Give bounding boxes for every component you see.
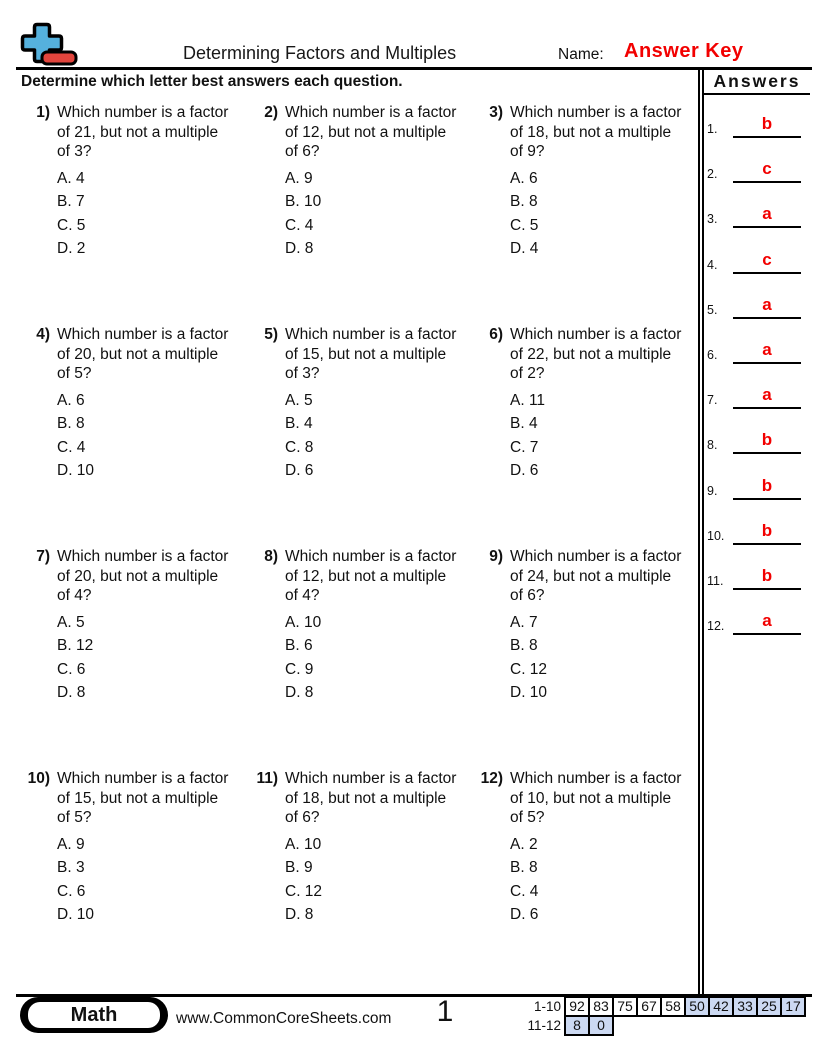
question-number: 12) [480,770,503,787]
answer-number: 2. [707,167,718,181]
choice: C. 4 [510,882,539,900]
question-number: 11) [256,770,278,787]
choice: C. 12 [510,660,548,678]
answer-letter: c [733,248,801,274]
question-item [473,769,698,991]
answer-slot [707,112,807,138]
question-item [20,103,248,325]
choice: A. 6 [510,169,538,187]
plus-minus-logo-icon [20,22,80,68]
choice: C. 6 [57,882,86,900]
question-text: Which number is a factor of 10, but not a multiple of 5? [510,770,682,826]
choice: D. 6 [510,462,539,480]
answer-number: 5. [707,303,718,317]
answer-slot [707,428,807,454]
choice: C. 7 [510,438,539,456]
choice: B. 6 [285,637,313,655]
answer-number: 11. [707,574,724,588]
score-cell: 0 [588,1015,614,1036]
question-text: Which number is a factor of 22, but not a multiple of 2? [510,326,682,382]
answers-divider [698,67,704,994]
question-text: Which number is a factor of 24, but not a multiple of 6? [510,548,682,604]
answer-slot [707,383,807,409]
choice-list [510,167,686,261]
question-item [473,325,698,547]
answer-letter: b [733,564,801,590]
question-text: Which number is a factor of 12, but not a multiple of 6? [285,104,457,160]
answer-number: 9. [707,484,718,498]
score-cell: 42 [708,996,734,1017]
question-number: 4) [36,326,50,343]
choice: D. 10 [57,906,95,924]
score-cell: 25 [756,996,782,1017]
question-text: Which number is a factor of 15, but not a multiple of 5? [57,770,229,826]
answer-slot [707,564,807,590]
choice: D. 4 [510,240,539,258]
choice-list [57,611,233,705]
choice: D. 8 [285,684,314,702]
question-text: Which number is a factor of 12, but not a multiple of 4? [285,548,457,604]
score-cell: 33 [732,996,758,1017]
answer-number: 7. [707,393,718,407]
choice: B. 4 [510,415,538,433]
choice: C. 5 [57,216,86,234]
choice: A. 4 [57,169,85,187]
choice: A. 9 [285,169,313,187]
choice: B. 12 [57,637,94,655]
question-text: Which number is a factor of 20, but not a multiple of 5? [57,326,229,382]
answer-letter: a [733,202,801,228]
choice: A. 10 [285,613,322,631]
question-number: 1) [36,104,50,121]
choice: D. 2 [57,240,86,258]
answer-letter: a [733,338,801,364]
answer-number: 1. [707,122,718,136]
choice: B. 10 [285,193,322,211]
question-number: 5) [264,326,278,343]
question-item [473,103,698,325]
choice: B. 3 [57,859,85,877]
score-cell: 75 [612,996,638,1017]
worksheet-title: Determining Factors and Multiples [183,43,457,63]
choice: A. 11 [510,391,546,409]
choice: B. 8 [57,415,85,433]
choice: A. 6 [57,391,85,409]
choice-list [285,167,461,261]
answer-key-value: Answer Key [624,40,744,62]
question-item [248,325,473,547]
answer-letter: b [733,112,801,138]
score-cell: 67 [636,996,662,1017]
question-number: 7) [36,548,50,565]
choice: D. 10 [57,462,95,480]
question-number: 6) [489,326,503,343]
answer-slot [707,609,807,635]
question-item [473,547,698,769]
choice: C. 4 [57,438,86,456]
question-number: 10) [27,770,50,787]
answer-letter: a [733,293,801,319]
score-row-label: 1-10 [533,999,561,1014]
answer-number: 6. [707,348,718,362]
answer-number: 4. [707,258,718,272]
subject-label: Math [28,1002,160,1028]
choice: A. 10 [285,835,322,853]
choice: A. 9 [57,835,85,853]
choice-list [285,389,461,483]
choice: C. 12 [285,882,323,900]
page-number: 1 [436,995,454,1028]
score-cell: 8 [564,1015,590,1036]
question-item [20,325,248,547]
answer-number: 8. [707,438,718,452]
question-item [248,103,473,325]
score-cell: 17 [780,996,806,1017]
score-cell: 50 [684,996,710,1017]
choice-list [510,389,686,483]
choice: B. 9 [285,859,313,877]
answer-letter: b [733,428,801,454]
answer-slot [707,474,807,500]
choice: D. 8 [285,240,314,258]
answer-number: 10. [707,529,725,543]
choice: A. 5 [285,391,313,409]
choice: C. 8 [285,438,314,456]
choice: C. 5 [510,216,539,234]
choice: B. 7 [57,193,85,211]
question-text: Which number is a factor of 21, but not a multiple of 3? [57,104,229,160]
question-item [20,547,248,769]
header-rule [16,67,812,70]
question-number: 2) [264,104,278,121]
choice-list [57,167,233,261]
choice: B. 8 [510,193,538,211]
score-cell: 92 [564,996,590,1017]
question-text: Which number is a factor of 18, but not a multiple of 6? [285,770,457,826]
answer-slot [707,202,807,228]
question-number: 9) [489,548,503,565]
question-text: Which number is a factor of 20, but not a multiple of 4? [57,548,229,604]
choice: B. 8 [510,637,538,655]
choice: D. 8 [57,684,86,702]
answer-slot [707,338,807,364]
answer-number: 12. [707,619,725,633]
subject-badge [20,997,168,1033]
question-text: Which number is a factor of 18, but not a multiple of 9? [510,104,682,160]
website-text: www.CommonCoreSheets.com [176,1010,392,1027]
questions-grid [20,103,698,991]
choice-list [510,833,686,927]
answer-letter: b [733,519,801,545]
choice: D. 6 [510,906,539,924]
choice: C. 9 [285,660,314,678]
question-item [248,547,473,769]
answer-slot [707,519,807,545]
answer-slot [707,293,807,319]
choice: A. 5 [57,613,85,631]
answers-title: Answers [704,71,810,95]
name-label: Name: [558,46,604,63]
choice: B. 8 [510,859,538,877]
question-item [248,769,473,991]
score-cell: 83 [588,996,614,1017]
score-cell: 58 [660,996,686,1017]
answer-letter: a [733,609,801,635]
choice: D. 6 [285,462,314,480]
instruction-text: Determine which letter best answers each question. [21,73,403,90]
question-item [20,769,248,991]
question-number: 8) [264,548,278,565]
choice: D. 10 [510,684,548,702]
choice: A. 2 [510,835,538,853]
answer-number: 3. [707,212,718,226]
choice: C. 4 [285,216,314,234]
choice-list [57,389,233,483]
score-row-label: 11-12 [527,1018,561,1033]
choice: C. 6 [57,660,86,678]
answer-letter: c [733,157,801,183]
choice: D. 8 [285,906,314,924]
question-text: Which number is a factor of 15, but not a multiple of 3? [285,326,457,382]
answer-letter: b [733,474,801,500]
choice-list [510,611,686,705]
score-row [505,1015,806,1036]
choice-list [285,611,461,705]
choice: A. 7 [510,613,538,631]
choice-list [285,833,461,927]
answer-slot [707,157,807,183]
answer-letter: a [733,383,801,409]
score-row [505,996,806,1017]
answer-slot [707,248,807,274]
question-number: 3) [489,104,503,121]
grading-table [505,996,806,1036]
choice-list [57,833,233,927]
choice: B. 4 [285,415,313,433]
